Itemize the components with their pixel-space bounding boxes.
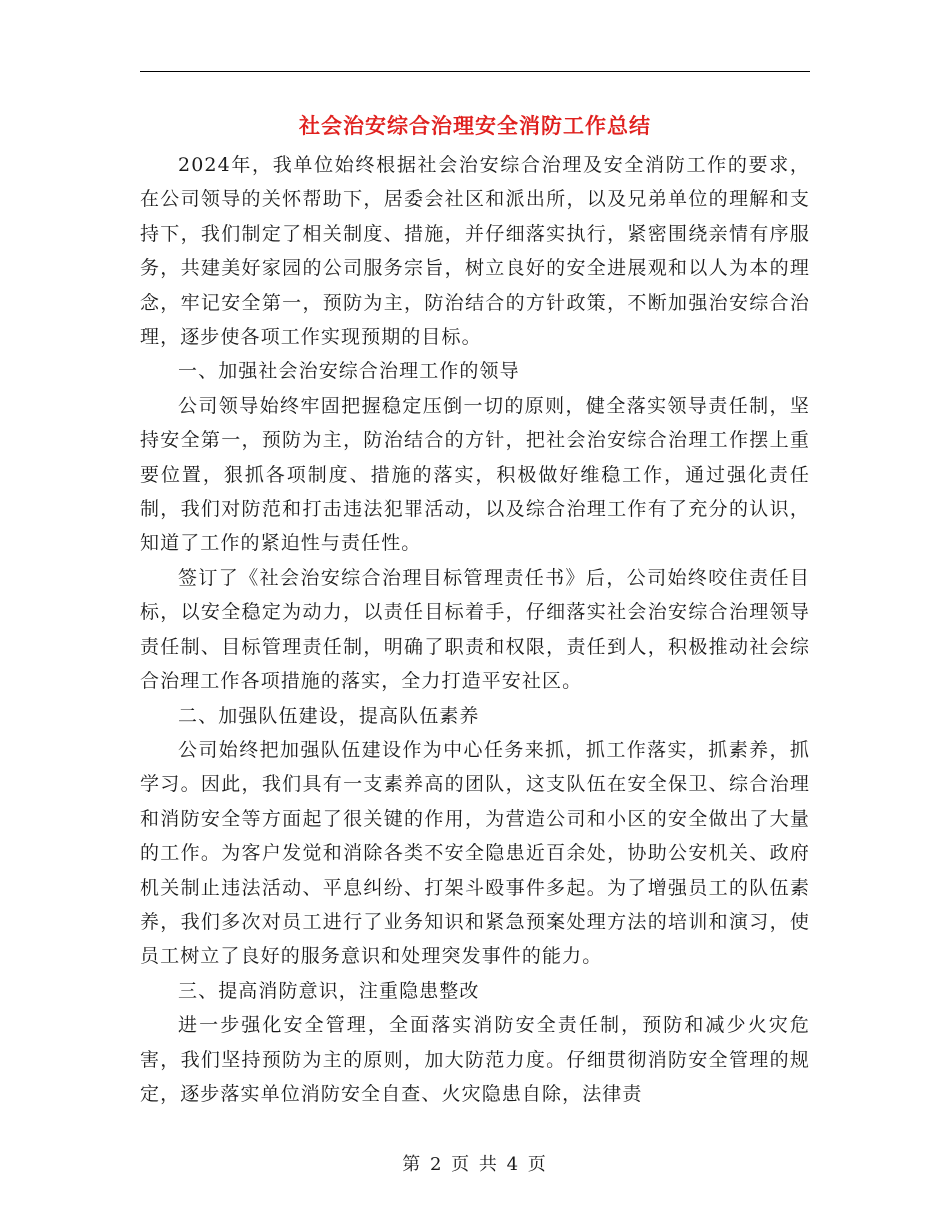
header-rule [140, 71, 810, 72]
document-body [140, 148, 810, 1111]
section-3-paragraph-1: 进一步强化安全管理，全面落实消防安全责任制，预防和减少火灾危害，我们坚持预防为主的原则，加大防范力度。仔细贯彻消防安全管理的规定，逐步落实单位消防安全自查、火灾隐患自除，法律责 [140, 1014, 810, 1105]
page-number-footer: 第 2 页 共 4 页 [402, 1154, 548, 1175]
section-heading-1: 一、加强社会治安综合治理工作的领导 [178, 360, 520, 383]
document-title: 社会治安综合治理安全消防工作总结 [299, 113, 651, 138]
section-heading-3: 三、提高消防意识，注重隐患整改 [178, 979, 480, 1002]
intro-paragraph: 2024年，我单位始终根据社会治安综合治理及安全消防工作的要求，在公司领导的关怀帮助下，居委会社区和派出所，以及兄弟单位的理解和支持下，我们制定了相关制度、措施，并仔细落实执行，紧密围绕亲情有序服务，共建美好家园的公司服务宗旨，树立良好的安全进展观和以人为本的理念，牢记安全第一，预防为主，防治结合的方针政策，不断加强治安综合治理，逐步使各项工作实现预期的目标。 [140, 154, 810, 349]
section-1-paragraph-1: 公司领导始终牢固把握稳定压倒一切的原则，健全落实领导责任制，坚持安全第一，预防为主，防治结合的方针，把社会治安综合治理工作摆上重要位置，狠抓各项制度、措施的落实，积极做好维稳工作，通过强化责任制，我们对防范和打击违法犯罪活动，以及综合治理工作有了充分的认识，知道了工作的紧迫性与责任性。 [140, 394, 810, 555]
section-heading-2: 二、加强队伍建设，提高队伍素养 [178, 704, 480, 727]
section-1-paragraph-2: 签订了《社会治安综合治理目标管理责任书》后，公司始终咬住责任目标，以安全稳定为动力，以责任目标着手，仔细落实社会治安综合治理领导责任制、目标管理责任制，明确了职责和权限，责任到人，积极推动社会综合治理工作各项措施的落实，全力打造平安社区。 [140, 566, 810, 693]
section-2-paragraph-1: 公司始终把加强队伍建设作为中心任务来抓，抓工作落实，抓素养，抓学习。因此，我们具有一支素养高的团队，这支队伍在安全保卫、综合治理和消防安全等方面起了很关键的作用，为营造公司和小区的安全做出了大量的工作。为客户发觉和消除各类不安全隐患近百余处，协助公安机关、政府机关制止违法活动、平息纠纷、打架斗殴事件多起。为了增强员工的队伍素养，我们多次对员工进行了业务知识和紧急预案处理方法的培训和演习，使员工树立了良好的服务意识和处理突发事件的能力。 [140, 738, 810, 968]
